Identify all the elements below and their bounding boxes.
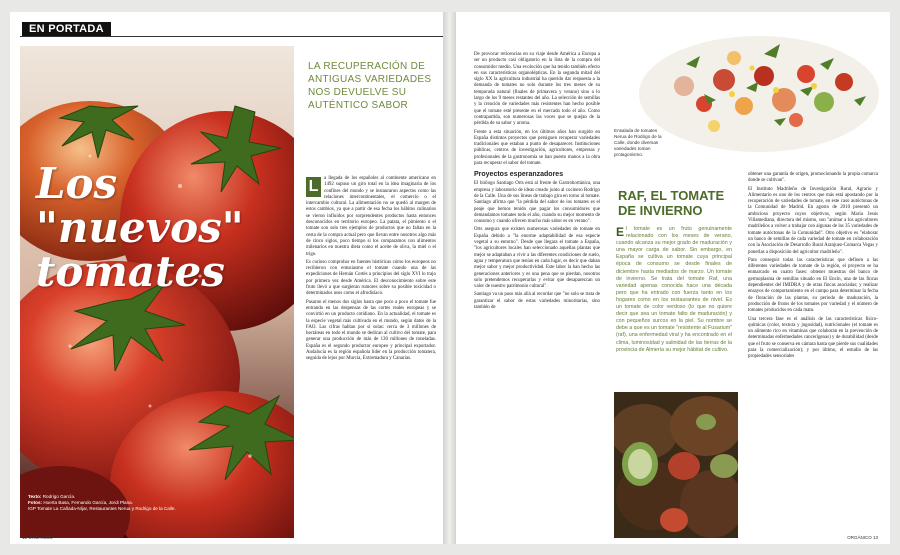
col1-paragraph: Es curioso comprobar en fuentes históricas cómo los europeos no recibieron con entusiasmo el tomate cuando una de las expediciones de Hernán Cortés a principios del siglo XVI lo trajo por primera vez desde América. El desconocimiento sobre este fruto llevó a que surgieran rumores sobre su posible toxicidad o determinados usos como el afrodisíaco. (306, 259, 436, 297)
spine (443, 12, 456, 544)
col4-paragraph: Para conseguir todas las características que definen a las diferentes variedades de tomate de la región, el proyecto se ha enmarcado en cuatro fases: obtener muestras del banco de germoplasma de semillas situado en El Encín, una de las fincas dependientes del IMIDRA y de otras fincas asociadas; y realizar ensayos de comportamiento en el campo para determinar la fecha de floración de las plantas, su periodo de maduración, la producción de frutos de los tomates por variedad y el número de tomates producidos en cada mata. (748, 257, 878, 314)
col4-paragraph: El Instituto Madrileño de Investigación Rural, Agrario y Alimentario es uno de los centros que más está apostando por la recuperación de variedades de tomate, en este caso autóctonas de la Comunidad de Madrid. En agosto de 2010 presentó un ambicioso proyecto cuyos objetivos, según María Jesús Villamediana, directora del mismo, son "animar a los agricultores madrileños a volver a trabajar con algunas de las 35 variedades de tomate autóctonas de la Comunidad". Otro objetivo es "elaborar un banco de semillas de cada variedad de tomate en colaboración con la Asociación de Desarrollo Rural Aranjuez-Comarca Vegas y ponerlas a disposición del agricultor madrileño". (748, 186, 878, 255)
raf-tomato-illustration (614, 392, 738, 538)
credits-text-label: Texto: (28, 494, 42, 499)
col1-paragraph: a llegada de los españoles al continente americano en 1492 supuso un giro total en la idea imaginaria de los confines del mundo y se instauraron aspectos como las relaciones intercontinentales, el comercio o el intercambio cultural. La alimentación no se quedó al margen de estos cambios, ya que a partir de esa fecha los hábitos culinarios se vieron influidos por sorprendentes productos hasta entonces desconocidos en territorio europeo. La patata, el pimiento o el tomate son solo tres ejemplos de productos que no faltan en la cesta de la compra actual pero que llevan entre nosotros algo más de cinco siglos, poco tiempo si los comparamos con alimentos milenarios en nuestra dieta como el aceite de oliva, la miel o el trigo. (306, 176, 436, 257)
headline: Los "nuevos" tomates (36, 159, 244, 296)
col2-paragraph: Santiago va un paso más allá al recordar que "no solo se trata de garantizar el sabor de estas variedades minoritarias, sino también de (474, 292, 600, 310)
col2-paragraph: De provocar reticencias en su viaje desde América a Europa a ser un producto casi obligatorio en la lista de la compra del consumidor medio. Una evolución que ha tenido también efecto en sus características organolépticas. En la segunda mitad del siglo XX la agricultura industrial ha querido dar respuesta a la demanda de tomates no solo durante los tres meses de su temporada natural (finales de primavera y verano) sino a lo largo de los 9 meses restantes del año. La selección de semillas y la creación de variedades más resistentes han hecho posible que el tomate esté presente en el mercado todo el año. Como contrapartida, son numerosas las voces que se quejan de la pérdida de su sabor y aroma. (474, 52, 600, 127)
col2-paragraph: El biólogo Santiago Orts está al frente de Gastrohortánica, una empresa y laboratorio de ideas creado junto al cocinero Rodrigo de la Calle. Una de sus líneas de trabajo gira en torno al tomate. Santiago afirma que "la pérdida del sabor de los tomates es el peaje que hemos tenido que pagar los consumidores que demandamos tomates todo el año, cuando su mejor momento de consumo y cuando ofrecen mucho más sabor es en verano". (474, 181, 600, 225)
left-page (10, 12, 443, 544)
credits-photos-label: Fotos: (28, 500, 43, 505)
subheading: Proyectos esperanzadores (474, 171, 564, 179)
dropcap: L (306, 177, 321, 197)
sidebar-dropcap: E (616, 225, 625, 239)
folio-right: ORGÁNICO 13 (847, 535, 878, 540)
folio-left: 12 ORGÁNICO (22, 535, 53, 540)
col2-paragraph: Orts asegura que existen numerosas variedades de tomate en España debido a "la enorme adaptabilidad de esa especie vegetal a su entorno". Desde que llegara el tomate a España, "los agricultores locales han seleccionado aquellas plantas que mejor se adaptaban a vivir a las diferentes condiciones de suelo, agua y temperatura que tenían en cada lugar, es decir que daban mejor sabor y mejor productividad. Este labor la han hecho las generaciones anteriores y es una pena que se pierdan, nosotros solo pretendemos recuperarlas y evitar que desaparezcan un valor de nuestro patrimonio cultural". (474, 227, 600, 290)
col4-paragraph: obtener una garantía de origen, promocionando la propia comarca donde se cultivan". (748, 172, 878, 184)
right-page (456, 12, 890, 544)
credits-extra: IGP Tomate La Cañada-Níjar, Restaurantes Nerua y Rodrigo de la Calle. (28, 506, 176, 511)
photo-credits (28, 494, 278, 512)
credits-text-value: Rodrigo García. (42, 494, 76, 499)
credits-photos-value: Huerta Basa, Fernando García, Jordi Plana. (43, 500, 133, 505)
sidebar-text (616, 226, 732, 354)
section-rule (20, 36, 443, 37)
sidebar-title: RAF, EL TOMATE DE INVIERNO (618, 188, 725, 218)
col2-paragraph: Frente a esta situación, en los últimos años han surgido en España distintos proyectos que persiguen recuperar variedades tradicionales que estaban a punto de desaparecer. Instituciones públicas, centros de investigación, agricultores, empresas y profesionales de la gastronomía se han puesto manos a la obra para recuperar el sabor del tomate. (474, 129, 600, 167)
section-tag: EN PORTADA (22, 22, 111, 37)
column-4 (748, 172, 878, 363)
col4-paragraph: Una tercera fase es el análisis de las características físico-químicas (color, textura y jugosidad), nutricionales (el tomate es un alimento rico en vitaminas que colaboran en la prevención de determinadas enfermedades cancerígenas) y de durabilidad (desde que el fruto se conserva en cámara hasta que pierde sus cualidades para la comercialización); y por último, el estudio de las propiedades sensoriales (748, 316, 878, 360)
photo-caption: Ensalada de tomates Nerua de Rodrigo de la Calle, donde diversas variedades toman protagonismo. (614, 128, 662, 157)
sidebar-body: l tomate es un fruto genuinamente relacionado con los meses de verano, cuando alcanza su mejor grado de maduración y una mayor carga de sabor. Sin embargo, en España se cultiva un tomate cuya principal época de consumo se desde finales de diciembre hasta mediados de marzo. Un tomate de invierno. Se trata del tomate Raf, una variedad apenas conocida hace una década pero que ha entrado con fuerza tanto en los hogares como en los restaurantes de nivel. Es un tomate de color verdoso (lo que no quiere decir que sea un tomate falto de maduración) y con pequeños surcos en la piel. Su nombre se debe a que es un tomate "resistente al Fusarium" (raf), una enfermedad viral y ha encontrado en el clima, luminosidad y salinidad de las tierras de la provincia de Almería su mejor hábitat de cultivo. (616, 226, 732, 353)
raf-tomato-photo (614, 392, 738, 538)
column-1 (306, 176, 436, 365)
col1-paragraph: Pasaron el menos dos siglos hasta que poco a poco el tomate fue entrando en las despensas de las cortes reales europeas y se convirtió en un producto cotidiano. En la actualidad, el tomate es la especie vegetal más cultivada en el mundo, según datos de la FAO. Las cifras hablan por sí solas: cerca de 3 millones de hectáreas en todo el mundo se dedican al cultivo del tomate, para generar una producción de más de 130 millones de toneladas. España es el segundo productor europeo y principal exportador. Andalucía es la región española líder en la producción tomatera, seguida de lejos por Murcia, Extremadura y Canarias. (306, 299, 436, 362)
deck: LA RECUPERACIÓN DE ANTIGUAS VARIEDADES NOS DEVUELVE SU AUTÉNTICO SABOR (308, 61, 432, 111)
column-2 (474, 52, 600, 313)
